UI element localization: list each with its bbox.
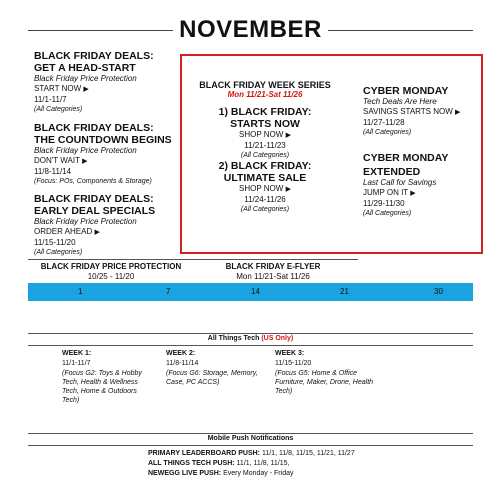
all-things-rule [28,333,473,334]
week-item-dates: 11/21-11/23 [244,141,286,150]
mobile-line: NEWEGG LIVE PUSH: Every Monday - Friday [148,470,294,477]
week-series-dates: Mon 11/21-Sat 11/26 [227,90,303,99]
play-arrow-icon: ▶ [410,190,416,197]
deal-cta: DON'T WAIT ▶ [34,156,88,165]
week-desc: (Focus G6: Storage, Memory, Case, PC ACCS) [166,370,258,386]
left-deal-2 [34,122,184,186]
deal-cta: ORDER AHEAD ▶ [34,227,100,236]
page-title: NOVEMBER [0,16,501,44]
week-item-heading: 2) BLACK FRIDAY: [218,160,312,172]
deal-heading: BLACK FRIDAY DEALS: [34,122,154,134]
week-dates: 11/1-11/7 [62,360,91,367]
week-dates: 11/8-11/14 [166,360,199,367]
deal-sub: Black Friday Price Protection [34,217,137,226]
play-arrow-icon: ▶ [82,158,88,165]
all-things-label: All Things Tech [207,335,260,342]
week-label: WEEK 3: [275,350,305,357]
week-item-heading: 1) BLACK FRIDAY: [218,106,312,118]
deal-note: (Focus: POs, Components & Storage) [34,178,152,185]
eflyer-dates: Mon 11/21-Sat 11/26 [236,272,310,281]
cyber-note: (All Categories) [363,129,412,136]
timeline-day-label: 7 [166,287,171,296]
week-block-3 [275,349,375,396]
cyber-sub: Last Call for Savings [363,178,437,187]
week-series-header [186,80,344,100]
eflyer-title: BLACK FRIDAY E-FLYER [225,262,321,271]
mobile-rule [28,433,473,434]
deal-subheading: EARLY DEAL SPECIALS [34,205,156,217]
week-item-subheading: ULTIMATE SALE [223,172,307,184]
play-arrow-icon: ▶ [83,86,89,93]
protection-rule [28,259,358,260]
left-deal-1 [34,50,179,114]
deal-dates: 11/1-11/7 [34,95,67,104]
week-item-2 [186,160,344,214]
cyber-monday-2 [363,152,478,218]
all-things-rule-bottom [28,345,473,346]
eflyer-label [218,262,328,282]
deal-dates: 11/8-11/14 [34,167,72,176]
mobile-line: ALL THINGS TECH PUSH: 11/1, 11/8, 11/15, [148,460,290,467]
cyber-dates: 11/27-11/28 [363,118,405,127]
left-deal-3 [34,193,179,257]
week-block-1 [62,349,154,405]
week-item-cta: SHOP NOW ▶ [239,130,291,139]
mobile-line: PRIMARY LEADERBOARD PUSH: 11/1, 11/8, 11/15, 11/21, 11/27 [148,450,355,457]
cyber-dates: 11/29-11/30 [363,199,405,208]
timeline-day-label: 30 [434,287,443,296]
play-arrow-icon: ▶ [285,132,291,139]
deal-heading: BLACK FRIDAY DEALS: [34,50,154,62]
deal-subheading: GET A HEAD-START [34,62,136,74]
price-protection-dates: 10/25 - 11/20 [87,272,135,281]
week-dates: 11/15-11/20 [275,360,312,367]
week-block-2 [166,349,266,387]
deal-subheading: THE COUNTDOWN BEGINS [34,134,172,146]
week-item-note: (All Categories) [240,152,290,159]
mobile-lines [148,449,448,479]
week-item-dates: 11/24-11/26 [244,195,286,204]
week-item-subheading: STARTS NOW [230,118,300,130]
mobile-header: Mobile Push Notifications [207,435,294,442]
cyber-note: (All Categories) [363,210,412,217]
cyber-sub: Tech Deals Are Here [363,97,437,106]
mobile-rule-bottom [28,445,473,446]
deal-note: (All Categories) [34,249,83,256]
deal-note: (All Categories) [34,106,83,113]
deal-dates: 11/15-11/20 [34,238,76,247]
play-arrow-icon: ▶ [285,186,291,193]
cyber-heading: CYBER MONDAY [363,85,449,97]
play-arrow-icon: ▶ [455,109,461,116]
deal-sub: Black Friday Price Protection [34,74,137,83]
timeline-day-label: 21 [340,287,349,296]
week-label: WEEK 2: [166,350,196,357]
week-item-note: (All Categories) [240,206,290,213]
price-protection-label [36,262,186,282]
week-item-cta: SHOP NOW ▶ [239,184,291,193]
week-item-1 [186,106,344,160]
price-protection-title: BLACK FRIDAY PRICE PROTECTION [40,262,182,271]
week-label: WEEK 1: [62,350,92,357]
cyber-heading: CYBER MONDAY [363,152,449,164]
cyber-subheading: EXTENDED [363,166,421,178]
cyber-monday-1 [363,85,478,137]
play-arrow-icon: ▶ [94,229,100,236]
week-desc: (Focus G5: Home & Office Furniture, Maker, Drone, Health Tech) [275,370,374,395]
deal-cta: START NOW ▶ [34,84,89,93]
deal-sub: Black Friday Price Protection [34,146,137,155]
timeline-bar [28,283,473,301]
all-things-note: (US Only) [261,335,294,342]
timeline-day-label: 14 [251,287,260,296]
cyber-cta: SAVINGS STARTS NOW ▶ [363,107,461,116]
timeline-day-label: 1 [78,287,83,296]
deal-heading: BLACK FRIDAY DEALS: [34,193,154,205]
all-things-header [28,335,473,342]
week-desc: (Focus G2: Toys & Hobby Tech, Health & Wellness Tech, Home & Outdoors Tech) [62,370,142,404]
week-series-heading: BLACK FRIDAY WEEK SERIES [199,80,331,90]
cyber-cta: JUMP ON IT ▶ [363,188,416,197]
